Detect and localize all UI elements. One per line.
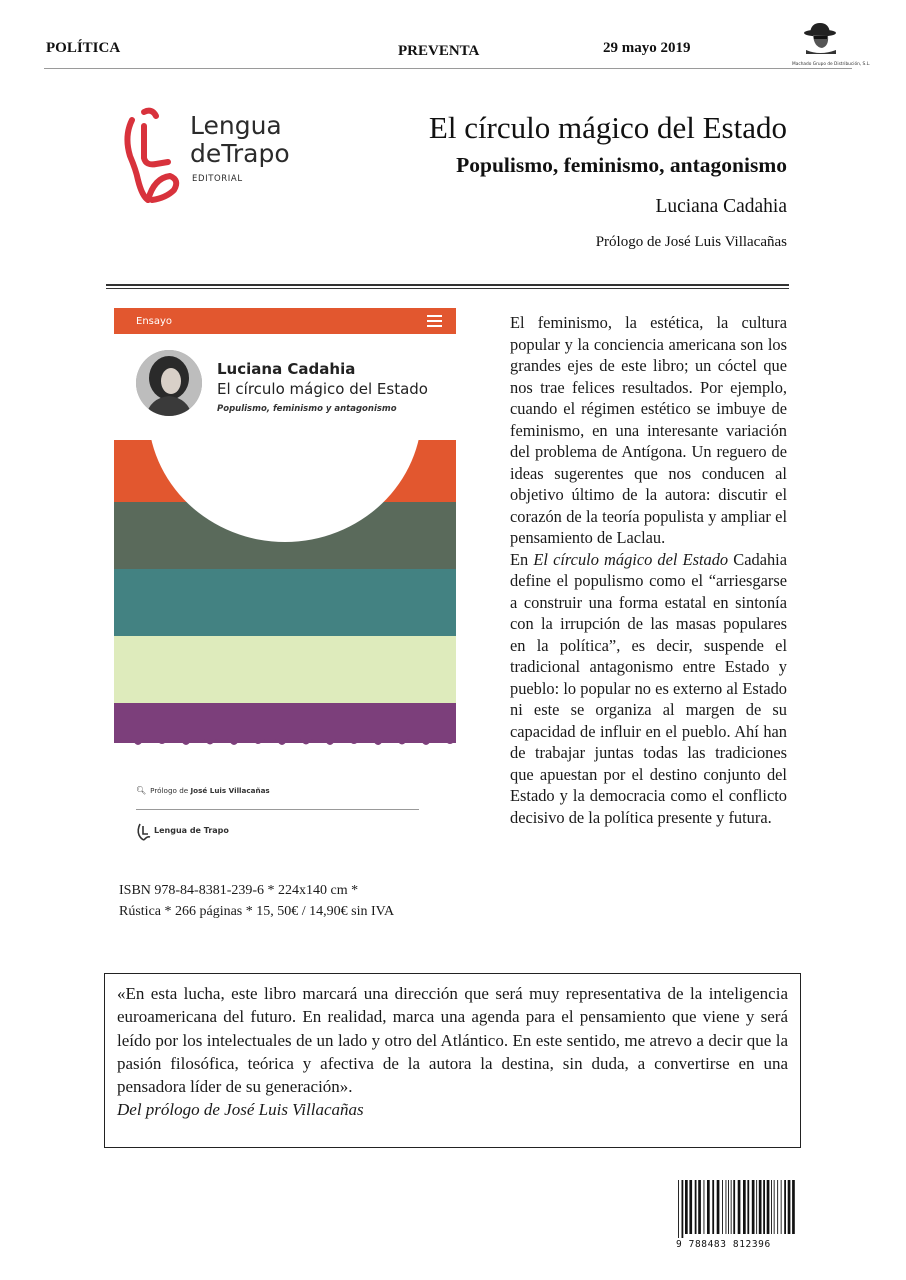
cover-publisher-mark-icon <box>136 822 152 842</box>
barcode-bar <box>689 1180 692 1234</box>
barcode-bar <box>682 1180 684 1238</box>
quote-text: «En esta lucha, este libro marcará una dirección que será muy representativa de la inteligencia euroamericana del futuro. En realidad, marca una agenda para el pensamiento que viene y será leído por los intelectuales de un lado y otro del Atlántico. En este sentido, me atrevo a decir que la pasión filosófica, teórica y afectiva de la autora la destina, sin duda, a convertirse en una pensadora líder de su generación». <box>117 984 788 1097</box>
barcode-bar <box>728 1180 729 1234</box>
barcode-bar <box>698 1180 701 1234</box>
cover-drip-edge <box>114 733 456 755</box>
barcode-bar <box>726 1180 727 1234</box>
barcode-bar <box>722 1180 723 1234</box>
barcode-bar <box>774 1180 775 1234</box>
book-title: El círculo mágico del Estado <box>428 110 787 145</box>
cover-divider <box>136 809 419 810</box>
portrait-icon <box>136 350 202 416</box>
description-paragraph-2 <box>510 549 787 829</box>
book-subtitle: Populismo, feminismo, antagonismo <box>456 153 787 177</box>
barcode-bar <box>788 1180 791 1234</box>
publisher-logo-mark <box>122 106 182 206</box>
barcode-bar <box>763 1180 765 1234</box>
header-divider <box>44 68 852 69</box>
cover-band-cream <box>114 636 456 703</box>
barcode-bar <box>771 1180 772 1234</box>
book-specs <box>119 880 449 922</box>
cover-prologue <box>136 786 270 795</box>
description-paragraph-1: El feminismo, la estética, la cultura popular y la conciencia americana son los grandes ejes de este libro; un cóctel que nos trae felices resultados. Por ejemplo, cuando el régimen estético se imbuye de feminismo, en una interesante variación del problema de Antígona. Un reguero de ideas sugerentes que nos conducen al objetivo último de la autora: discutir el corazón de la teoría populista y ampliar el pensamiento de Laclau. <box>510 313 787 547</box>
barcode-bar <box>756 1180 757 1234</box>
cover-prologue-prefix: Prólogo de <box>150 786 191 795</box>
cover-publisher: Lengua de Trapo <box>154 826 229 835</box>
publisher-name-line1: Lengua <box>190 111 282 140</box>
cover-subtitle: Populismo, feminismo y antagonismo <box>217 404 397 414</box>
title-rule-top <box>106 284 789 286</box>
barcode-bar <box>747 1180 749 1234</box>
cover-author: Luciana Cadahia <box>217 360 356 378</box>
barcode-bar <box>784 1180 786 1234</box>
barcode-bar <box>685 1180 688 1234</box>
barcode-bar <box>678 1180 679 1238</box>
quote-source: Del prólogo de José Luis Villacañas <box>117 1100 364 1120</box>
book-cover <box>114 308 456 852</box>
status-label: PREVENTA <box>398 43 480 59</box>
barcode-bar <box>738 1180 741 1234</box>
specs-line1: ISBN 978-84-8381-239-6 * 224x140 cm * <box>119 883 359 898</box>
barcode-bar <box>781 1180 782 1234</box>
publisher-tagline: EDITORIAL <box>192 174 243 184</box>
barcode-bar <box>767 1180 770 1234</box>
description-p2-pre: En <box>510 549 534 569</box>
title-rule-bottom <box>106 288 789 289</box>
barcode <box>676 1180 798 1256</box>
magnifier-icon: 🔍︎ <box>136 786 147 795</box>
barcode-bar <box>704 1180 705 1234</box>
prologue-quote-box <box>104 973 801 1148</box>
description-p2-rest: Cadahia define el populismo como el “arriesgarse a construir una forma estatal en sintonía con la irrupción de las masas populares en la política”, es decir, suspende el tradicional antagonismo entre Estado y pueblo: lo popular no es externo al Estado ni este se organiza al margen de su capacidad de influir en el pueblo. Ahí han de trabajar juntas todas las tradiciones que apuestan por el destino conjunto del Estado y la democracia como el conflicto decisivo de la política presente y futura. <box>510 549 787 827</box>
barcode-bar <box>717 1180 720 1234</box>
barcode-bar <box>743 1180 746 1234</box>
section-label: POLÍTICA <box>46 40 121 56</box>
barcode-bar <box>695 1180 697 1234</box>
cover-prologue-name: José Luis Villacañas <box>190 786 270 795</box>
barcode-bar <box>733 1180 735 1234</box>
cover-band-teal <box>114 569 456 636</box>
barcode-bar <box>792 1180 795 1234</box>
barcode-bar <box>752 1180 755 1234</box>
book-author: Luciana Cadahia <box>655 196 787 217</box>
barcode-bar <box>759 1180 762 1234</box>
barcode-bar <box>707 1180 710 1234</box>
specs-line2: Rústica * 266 páginas * 15, 50€ / 14,90€ sin IVA <box>119 904 395 919</box>
book-prologue: Prólogo de José Luis Villacañas <box>595 234 787 250</box>
distributor-name: Machado Grupo de Distribución, S.L. <box>792 62 871 67</box>
barcode-bars <box>678 1180 796 1238</box>
date-label: 29 mayo 2019 <box>603 40 691 56</box>
author-portrait <box>136 350 202 416</box>
hat-man-icon <box>792 20 854 58</box>
cover-title: El círculo mágico del Estado <box>217 380 428 398</box>
barcode-digits: 9 788483 812396 <box>676 1239 771 1250</box>
barcode-bar <box>777 1180 778 1234</box>
face-logo-icon <box>122 106 182 206</box>
cover-collection: Ensayo <box>136 316 173 327</box>
description-p2-title: El círculo mágico del Estado <box>533 549 729 569</box>
book-description <box>510 312 787 828</box>
distributor-logo <box>792 20 871 68</box>
publisher-name-line2: deTrapo <box>190 139 290 168</box>
menu-icon <box>427 315 442 327</box>
barcode-bar <box>712 1180 714 1234</box>
barcode-bar <box>731 1180 732 1234</box>
